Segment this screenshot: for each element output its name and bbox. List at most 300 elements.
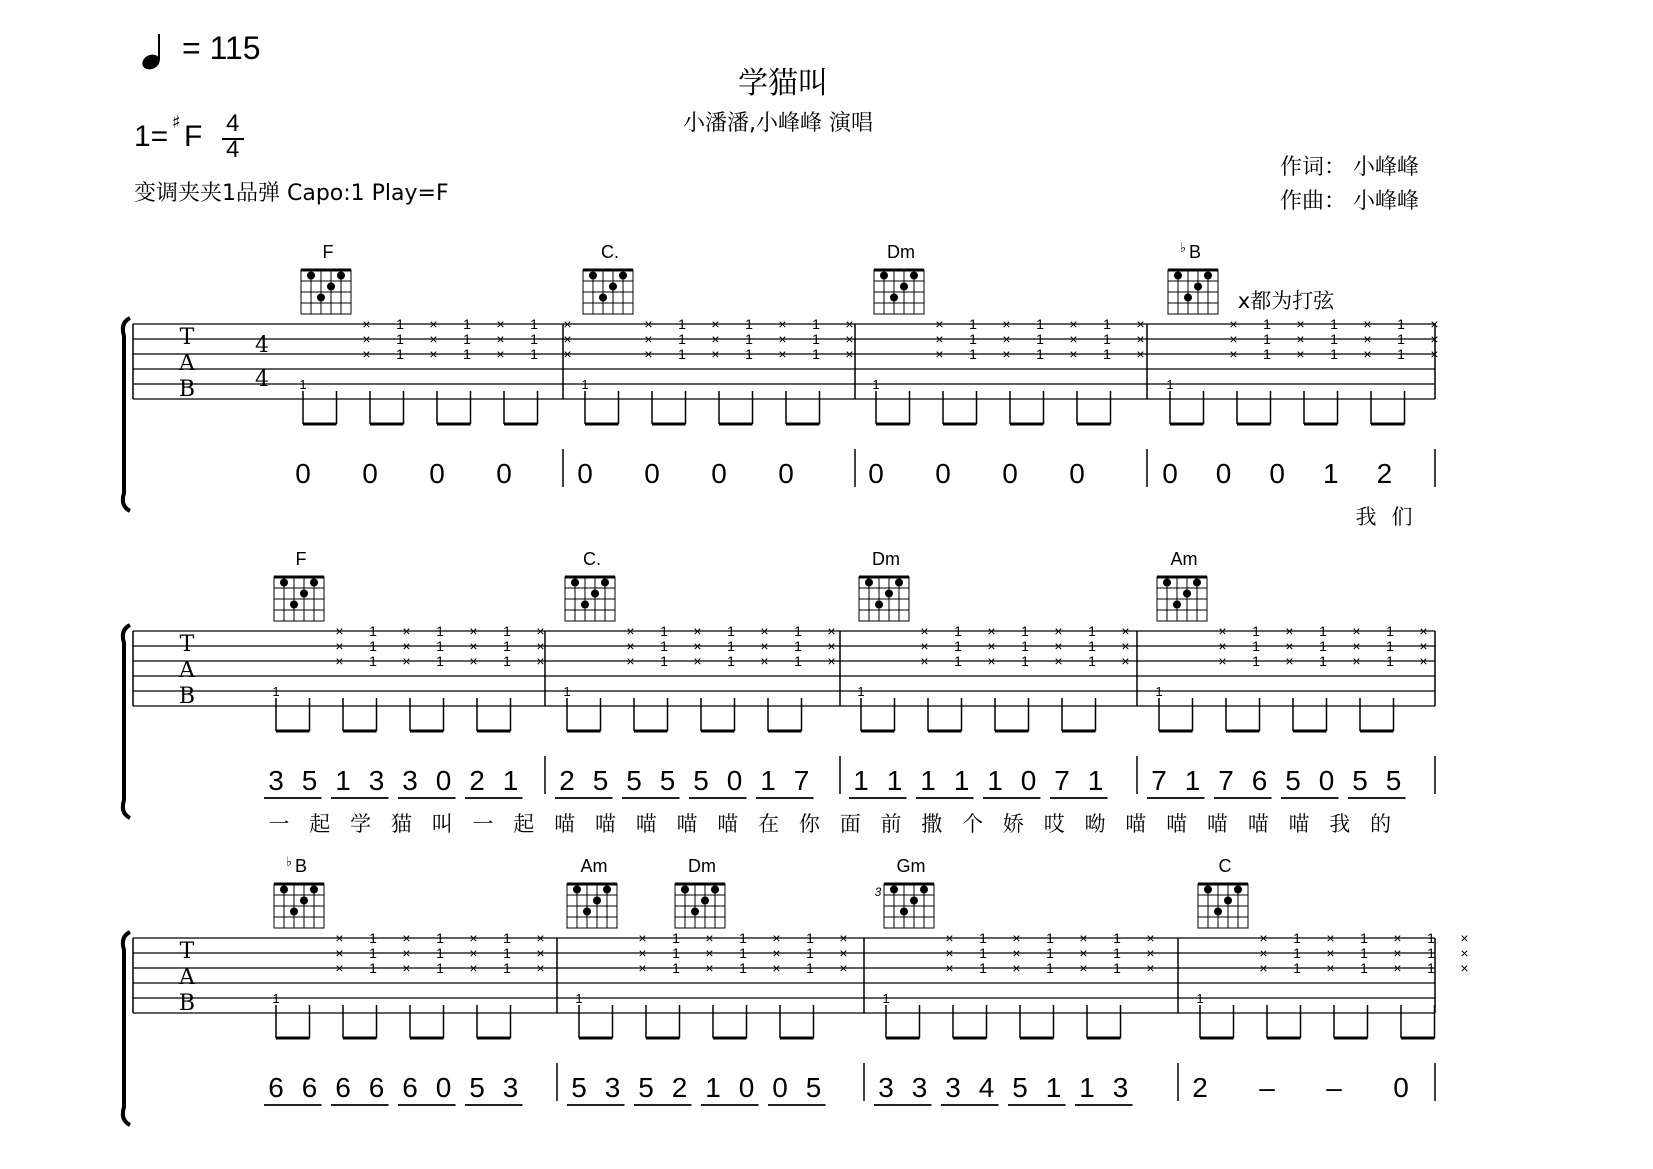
chord-finger-dot <box>317 294 325 302</box>
tab-fret-number: 1 <box>745 346 753 362</box>
chord-finger-dot <box>691 908 699 916</box>
tab-mute-mark: × <box>1393 960 1402 976</box>
notation-note: – <box>1326 1072 1342 1103</box>
notation-note: 3 <box>1112 1072 1129 1103</box>
tab-mute-mark: × <box>1229 331 1238 347</box>
tab-fret-number: 1 <box>1046 960 1054 976</box>
tab-mute-mark: × <box>1054 638 1063 654</box>
lyric-char: 喵 <box>554 812 576 836</box>
chord-diagram <box>1198 856 1248 928</box>
chord-finger-dot <box>589 272 597 280</box>
tab-mute-mark: × <box>693 638 702 654</box>
tab-fret-number: 1 <box>369 638 377 654</box>
tab-mute-mark: × <box>1002 316 1011 332</box>
tab-mute-mark: × <box>402 638 411 654</box>
tab-fret-number: 1 <box>1293 945 1301 961</box>
tab-fret-number: 1 <box>1397 346 1405 362</box>
tab-mute-mark: × <box>1146 960 1155 976</box>
notation-note: 0 <box>1162 458 1178 489</box>
notation-note: 7 <box>1151 765 1167 796</box>
chord-finger-dot <box>910 897 918 905</box>
measure <box>1192 856 1468 1103</box>
tab-mute-mark: × <box>1296 316 1305 332</box>
chord-finger-dot <box>1173 601 1181 609</box>
lyric-char: 喵 <box>635 812 657 836</box>
lyric-char: 喵 <box>676 812 698 836</box>
notation-note: 3 <box>502 1072 519 1103</box>
tab-mute-mark: × <box>1012 930 1021 946</box>
lyric-char: 喵 <box>1206 812 1228 836</box>
tab-mute-mark: × <box>1430 346 1439 362</box>
notation-note: 5 <box>626 765 642 796</box>
tab-fret-number: 1 <box>806 930 814 946</box>
tab-mute-mark: × <box>563 316 572 332</box>
tab-mute-mark: × <box>1352 638 1361 654</box>
tab-bass-fret: 1 <box>575 991 583 1006</box>
notation-note: 5 <box>1385 765 1402 796</box>
chord-finger-dot <box>885 590 893 598</box>
tab-fret-number: 1 <box>463 316 471 332</box>
notation-note: 1 <box>1079 1072 1095 1103</box>
chord-finger-dot <box>890 294 898 302</box>
notation-note: 5 <box>301 765 318 796</box>
notation-note: 1 <box>953 765 970 796</box>
notation-note: 0 <box>1020 765 1037 796</box>
chord-finger-dot <box>890 886 898 894</box>
chord-finger-dot <box>601 579 609 587</box>
tab-mute-mark: × <box>1136 316 1145 332</box>
tab-fret-number: 1 <box>969 346 977 362</box>
tab-fret-number: 1 <box>530 316 538 332</box>
tab-mute-mark: × <box>429 346 438 362</box>
tab-mute-mark: × <box>1121 623 1130 639</box>
tab-mute-mark: × <box>1419 653 1428 669</box>
tab-mute-mark: × <box>469 930 478 946</box>
chord-fret-number: 3 <box>874 885 882 899</box>
chord-diagram <box>274 549 324 621</box>
tab-fret-number: 1 <box>1036 316 1044 332</box>
tab-mute-mark: × <box>1285 623 1294 639</box>
tab-fret-number: 1 <box>1386 638 1394 654</box>
notation-note: 5 <box>1285 765 1301 796</box>
chord-finger-dot <box>1163 579 1171 587</box>
chord-name: F <box>322 242 334 262</box>
lyric-char: 叫 <box>431 812 453 836</box>
tab-mute-mark: × <box>1326 930 1335 946</box>
tab-mute-mark: × <box>402 945 411 961</box>
chord-finger-dot <box>581 601 589 609</box>
notation-note: 0 <box>644 458 660 489</box>
tab-fret-number: 1 <box>503 623 511 639</box>
tab-fret-number: 1 <box>727 638 735 654</box>
tab-fret-number: 1 <box>1103 316 1111 332</box>
tab-clef-letter: B <box>178 377 196 402</box>
chord-finger-dot <box>603 886 611 894</box>
tab-fret-number: 1 <box>794 623 802 639</box>
tab-fret-number: 1 <box>794 653 802 669</box>
tab-clef-letter: B <box>178 991 196 1016</box>
chord-name: Am <box>580 856 608 876</box>
chord-diagram <box>565 549 615 621</box>
tab-mute-mark: × <box>1229 316 1238 332</box>
tab-mute-mark: × <box>1393 945 1402 961</box>
chord-diagram <box>1168 240 1218 314</box>
tab-mute-mark: × <box>1326 960 1335 976</box>
notation-note: 3 <box>268 765 284 796</box>
notation-note: 7 <box>793 765 810 796</box>
chord-name: Dm <box>872 549 900 569</box>
tab-mute-mark: × <box>705 930 714 946</box>
tab-fret-number: 1 <box>1103 331 1111 347</box>
tab-fret-number: 1 <box>1021 653 1029 669</box>
tab-fret-number: 1 <box>954 653 962 669</box>
notation-note: 1 <box>1045 1072 1062 1103</box>
tab-fret-number: 1 <box>1397 316 1405 332</box>
staff-system <box>123 240 1439 529</box>
tab-mute-mark: × <box>935 316 944 332</box>
tab-fret-number: 1 <box>1427 960 1435 976</box>
tab-fret-number: 1 <box>1263 316 1271 332</box>
chord-finger-dot <box>599 294 607 302</box>
notation-note: 0 <box>362 458 378 489</box>
composer: 作曲： 小峰峰 <box>1280 189 1419 214</box>
tab-fret-number: 1 <box>396 331 404 347</box>
tab-fret-number: 1 <box>1252 653 1260 669</box>
tab-bass-fret: 1 <box>857 684 865 699</box>
chord-name: Gm <box>896 856 926 876</box>
chord-finger-dot <box>290 908 298 916</box>
tab-fret-number: 1 <box>1397 331 1405 347</box>
time-signature-top: 4 <box>226 110 240 137</box>
tab-mute-mark: × <box>1069 316 1078 332</box>
tab-mute-mark: × <box>1296 331 1305 347</box>
tab-notes <box>872 316 1144 424</box>
tab-mute-mark: × <box>1430 316 1439 332</box>
tab-fret-number: 1 <box>745 331 753 347</box>
tab-mute-mark: × <box>469 945 478 961</box>
notation-note: 6 <box>301 1072 318 1103</box>
tab-notes <box>563 623 835 731</box>
chord-finger-dot <box>593 897 601 905</box>
tab-mute-mark: × <box>335 960 344 976</box>
chord-diagram <box>567 856 617 928</box>
lyric-char: 喵 <box>1247 812 1269 836</box>
chord-name: B <box>294 856 308 876</box>
tab-mute-mark: × <box>839 945 848 961</box>
chord-finger-dot <box>290 601 298 609</box>
notation-note: 5 <box>571 1072 587 1103</box>
tab-fret-number: 1 <box>812 316 820 332</box>
tab-mute-mark: × <box>1218 623 1227 639</box>
key-note: F <box>184 120 203 153</box>
tab-mute-mark: × <box>496 316 505 332</box>
performers: 小潘潘,小峰峰 演唱 <box>683 111 873 136</box>
tab-clef-letter: T <box>179 939 195 964</box>
tab-mute-mark: × <box>1218 653 1227 669</box>
tab-mute-mark: × <box>1419 623 1428 639</box>
tab-notes <box>882 930 1154 1038</box>
notation-note: 0 <box>738 1072 755 1103</box>
tab-mute-mark: × <box>638 930 647 946</box>
tab-mute-mark: × <box>760 653 769 669</box>
tab-mute-mark: × <box>429 316 438 332</box>
tab-bass-fret: 1 <box>272 684 280 699</box>
chord-finger-dot <box>865 579 873 587</box>
notation-note: 5 <box>592 765 609 796</box>
tab-mute-mark: × <box>1259 930 1268 946</box>
tab-fret-number: 1 <box>1293 930 1301 946</box>
tab-mute-mark: × <box>644 316 653 332</box>
tab-fret-number: 1 <box>369 623 377 639</box>
tab-mute-mark: × <box>705 960 714 976</box>
chord-finger-dot <box>591 590 599 598</box>
measure <box>264 549 545 798</box>
tab-bass-fret: 1 <box>872 377 880 392</box>
tab-mute-mark: × <box>335 945 344 961</box>
chord-finger-dot <box>609 283 617 291</box>
tab-fret-number: 1 <box>1330 331 1338 347</box>
tab-mute-mark: × <box>469 623 478 639</box>
tab-fret-number: 1 <box>672 960 680 976</box>
tab-mute-mark: × <box>626 623 635 639</box>
tab-clef-letter: B <box>178 684 196 709</box>
tab-bass-fret: 1 <box>1196 991 1204 1006</box>
tab-fret-number: 1 <box>954 623 962 639</box>
tab-fret-number: 1 <box>1088 623 1096 639</box>
tab-fret-number: 1 <box>739 960 747 976</box>
notation-note: 6 <box>368 1072 385 1103</box>
tab-mute-mark: × <box>1146 945 1155 961</box>
tab-mute-mark: × <box>563 346 572 362</box>
tab-bass-fret: 1 <box>272 991 280 1006</box>
tab-mute-mark: × <box>693 623 702 639</box>
tab-mute-mark: × <box>693 653 702 669</box>
tab-fret-number: 1 <box>739 945 747 961</box>
tab-fret-number: 1 <box>1427 930 1435 946</box>
notation-note: 0 <box>1002 458 1018 489</box>
tempo-value: = 115 <box>182 30 261 66</box>
tab-fret-number: 1 <box>979 960 987 976</box>
tab-fret-number: 1 <box>1113 930 1121 946</box>
measure <box>567 856 848 1105</box>
lyric-char: 学 <box>350 812 372 836</box>
lyric-char: 呦 <box>1084 812 1106 836</box>
notation-note: 4 <box>978 1072 995 1103</box>
tab-mute-mark: × <box>778 331 787 347</box>
tab-mute-mark: × <box>536 638 545 654</box>
tab-mute-mark: × <box>402 653 411 669</box>
system-brace <box>123 318 130 511</box>
tab-mute-mark: × <box>945 945 954 961</box>
tab-mute-mark: × <box>839 930 848 946</box>
chord-finger-dot <box>619 272 627 280</box>
tab-mute-mark: × <box>496 331 505 347</box>
lyric-char: 的 <box>1370 812 1392 836</box>
tab-mute-mark: × <box>1146 930 1155 946</box>
tab-mute-mark: × <box>705 945 714 961</box>
tab-mute-mark: × <box>1296 346 1305 362</box>
tab-mute-mark: × <box>1121 638 1130 654</box>
notation-note: 6 <box>402 1072 418 1103</box>
notation-note: 1 <box>886 765 903 796</box>
lyricist: 作词： 小峰峰 <box>1280 155 1419 180</box>
chord-name: C. <box>601 242 619 262</box>
chord-diagram <box>274 854 324 928</box>
chord-finger-dot <box>1204 886 1212 894</box>
tab-fret-number: 1 <box>727 623 735 639</box>
tab-fret-number: 1 <box>1252 623 1260 639</box>
tab-fret-number: 1 <box>503 945 511 961</box>
tab-mute-mark: × <box>644 346 653 362</box>
notation-note: 0 <box>868 458 884 489</box>
chord-diagram <box>859 549 909 621</box>
tab-mute-mark: × <box>335 653 344 669</box>
chord-finger-dot <box>1184 294 1192 302</box>
tab-mute-mark: × <box>1012 945 1021 961</box>
notation-note: 1 <box>1087 765 1104 796</box>
tab-fret-number: 1 <box>739 930 747 946</box>
lyric-char: 面 <box>839 812 861 836</box>
notation-note: 0 <box>1069 458 1085 489</box>
tab-fret-number: 1 <box>1113 945 1121 961</box>
tab-fret-number: 1 <box>436 623 444 639</box>
tab-fret-number: 1 <box>436 960 444 976</box>
chord-diagram <box>1157 549 1207 621</box>
tab-mute-mark: × <box>469 960 478 976</box>
tab-mute-mark: × <box>536 960 545 976</box>
tab-mute-mark: × <box>362 346 371 362</box>
measure <box>874 856 1155 1105</box>
notation-note: 3 <box>402 765 418 796</box>
chord-finger-dot <box>1214 908 1222 916</box>
tab-bass-fret: 1 <box>1155 684 1163 699</box>
tab-mute-mark: × <box>1002 346 1011 362</box>
notation-note: 1 <box>335 765 351 796</box>
tab-fret-number: 1 <box>1263 331 1271 347</box>
chord-finger-dot <box>300 897 308 905</box>
tab-fret-number: 1 <box>678 331 686 347</box>
staff-system <box>123 854 1469 1125</box>
notation-note: 3 <box>945 1072 961 1103</box>
notation-note: 2 <box>671 1072 688 1103</box>
system-brace <box>123 625 130 818</box>
chord-flat-sign: ♭ <box>285 854 293 869</box>
tab-fret-number: 1 <box>812 331 820 347</box>
tab-mute-mark: × <box>1079 930 1088 946</box>
tab-fret-number: 1 <box>530 346 538 362</box>
notation-note: 1 <box>1323 458 1339 489</box>
tab-mute-mark: × <box>1285 638 1294 654</box>
chord-finger-dot <box>900 908 908 916</box>
chord-finger-dot <box>1234 886 1242 894</box>
tab-mute-mark: × <box>536 930 545 946</box>
chord-name: Dm <box>887 242 915 262</box>
lyric-char: 喵 <box>594 812 616 836</box>
tab-fret-number: 1 <box>369 653 377 669</box>
tab-mute-mark: × <box>362 331 371 347</box>
tab-mute-mark: × <box>335 623 344 639</box>
tab-mute-mark: × <box>935 331 944 347</box>
chord-finger-dot <box>875 601 883 609</box>
tab-mute-mark: × <box>772 930 781 946</box>
capo-note: 变调夹夹1品弹 Capo:1 Play=F <box>134 181 449 206</box>
tab-mute-mark: × <box>920 623 929 639</box>
tab-clef-letter: A <box>179 351 195 376</box>
tab-fret-number: 1 <box>396 346 404 362</box>
tab-fret-number: 1 <box>969 331 977 347</box>
tab-mute-mark: × <box>1054 623 1063 639</box>
tab-mute-mark: × <box>827 653 836 669</box>
tab-mute-mark: × <box>987 623 996 639</box>
tab-mute-mark: × <box>335 930 344 946</box>
tab-fret-number: 1 <box>1330 346 1338 362</box>
lyric-char: 哎 <box>1043 812 1065 836</box>
tab-mute-mark: × <box>563 331 572 347</box>
lyric-char: 在 <box>758 812 780 836</box>
tab-fret-number: 1 <box>979 930 987 946</box>
tab-fret-number: 1 <box>969 316 977 332</box>
tab-fret-number: 1 <box>806 945 814 961</box>
measure <box>295 242 571 489</box>
lyric-char: 起 <box>309 812 331 836</box>
tab-mute-mark: × <box>945 930 954 946</box>
tab-mute-mark: × <box>920 653 929 669</box>
tab-mute-mark: × <box>1229 346 1238 362</box>
tab-fret-number: 1 <box>1360 930 1368 946</box>
tab-fret-number: 1 <box>1046 945 1054 961</box>
key-sharp: ♯ <box>172 112 181 133</box>
chord-finger-dot <box>1194 283 1202 291</box>
notation-note: 0 <box>772 1072 788 1103</box>
tab-notes <box>299 316 571 424</box>
notation-note: 7 <box>1054 765 1070 796</box>
tab-fret-number: 1 <box>503 960 511 976</box>
tab-mute-mark: × <box>839 960 848 976</box>
tab-fret-number: 1 <box>436 653 444 669</box>
tab-mute-mark: × <box>402 623 411 639</box>
tab-mute-mark: × <box>362 316 371 332</box>
notation-note: 2 <box>1192 1072 1208 1103</box>
tab-bass-fret: 1 <box>1166 377 1174 392</box>
chord-finger-dot <box>1174 272 1182 280</box>
notation-note: 3 <box>878 1072 894 1103</box>
tab-fret-number: 1 <box>369 960 377 976</box>
notation-note: 5 <box>1012 1072 1028 1103</box>
staff-system <box>123 549 1435 836</box>
tab-bass-fret: 1 <box>563 684 571 699</box>
notation-note: 0 <box>711 458 727 489</box>
tab-mute-mark: × <box>1069 346 1078 362</box>
chord-name: Dm <box>688 856 716 876</box>
tab-mute-mark: × <box>638 960 647 976</box>
tab-mute-mark: × <box>827 623 836 639</box>
tab-fret-number: 1 <box>1036 346 1044 362</box>
chord-finger-dot <box>1183 590 1191 598</box>
lyric-char: 我 <box>1355 505 1377 529</box>
tab-notes <box>857 623 1129 731</box>
tab-bass-fret: 1 <box>882 991 890 1006</box>
tab-mute-mark: × <box>987 638 996 654</box>
lyric-char: 一 <box>268 812 290 836</box>
chord-finger-dot <box>327 283 335 291</box>
tab-clef-letter: A <box>179 658 195 683</box>
tab-mute-mark: × <box>536 653 545 669</box>
tab-fret-number: 1 <box>369 945 377 961</box>
tab-fret-number: 1 <box>1360 945 1368 961</box>
notation-note: 7 <box>1218 765 1234 796</box>
tab-mute-mark: × <box>536 945 545 961</box>
tab-mute-mark: × <box>827 638 836 654</box>
